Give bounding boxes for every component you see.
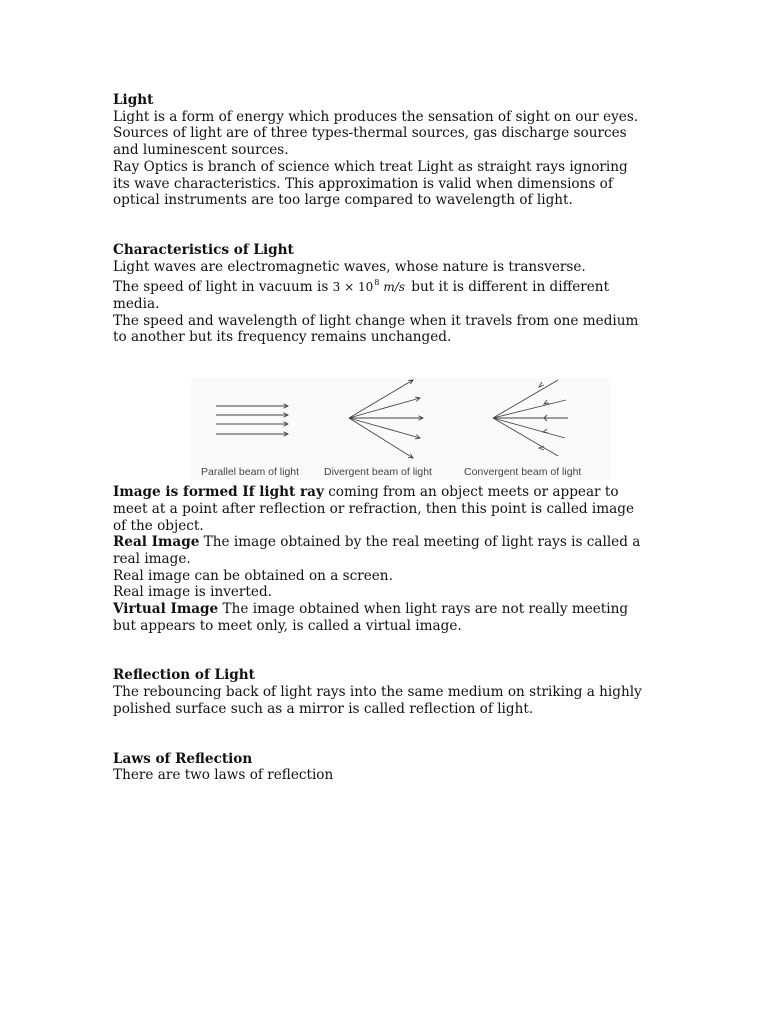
image-formed-heading: Image is formed If light ray <box>113 484 324 501</box>
speed-of-light-line <box>113 275 658 296</box>
paragraph-line: Sources of light are of three types-thermal sources, gas discharge sources <box>113 125 627 142</box>
paragraph-line: but appears to meet only, is called a virtual image. <box>113 617 462 634</box>
paragraph-line: meet at a point after reflection or refraction, then this point is called image <box>113 500 635 517</box>
divergent-beam <box>349 380 423 458</box>
convergent-arrowhead <box>543 429 548 433</box>
paragraph-line: its wave characteristics. This approximation is valid when dimensions of <box>113 175 613 192</box>
paragraph-line: and luminescent sources. <box>113 142 289 159</box>
paragraph-line: Ray Optics is branch of science which treat Light as straight rays ignoring <box>113 158 628 175</box>
parallel-beam-label: Parallel beam of light <box>201 466 300 479</box>
real-image-text: The image obtained by the real meeting of light rays is called a <box>199 534 641 551</box>
paragraph-line: The speed and wavelength of light change when it travels from one medium <box>113 312 639 329</box>
convergent-arrowhead <box>544 415 549 421</box>
speed-formula <box>333 280 407 294</box>
spacer <box>113 346 658 378</box>
speed-exponent: 8 <box>374 278 380 288</box>
image-formed-line <box>113 484 658 501</box>
parallel-beam <box>216 406 288 434</box>
convergent-arrowhead <box>539 382 544 387</box>
convergent-arrowhead <box>544 400 549 404</box>
light-beams-figure <box>191 378 611 480</box>
divergent-ray <box>349 380 413 418</box>
heading-characteristics: Characteristics of Light <box>113 241 294 258</box>
convergent-arrowhead <box>539 446 544 450</box>
virtual-image-heading: Virtual Image <box>113 601 219 618</box>
paragraph-line: to another but its frequency remains unchanged. <box>113 329 452 346</box>
convergent-ray <box>493 380 558 418</box>
divergent-ray <box>349 418 420 438</box>
convergent-ray <box>493 418 565 438</box>
paragraph-line: Real image is inverted. <box>113 584 272 601</box>
paragraph-line: media. <box>113 296 160 313</box>
heading-reflection: Reflection of Light <box>113 667 255 684</box>
paragraph-line: Light waves are electromagnetic waves, whose nature is transverse. <box>113 258 586 275</box>
paragraph-line: The rebouncing back of light rays into the same medium on striking a highly <box>113 684 642 701</box>
paragraph-line: real image. <box>113 550 191 567</box>
paragraph-line: There are two laws of reflection <box>113 767 334 784</box>
convergent-ray <box>493 418 558 456</box>
image-formed-text: coming from an object meets or appear to <box>323 484 619 501</box>
paragraph-line: Light is a form of energy which produces the sensation of sight on our eyes. <box>113 108 639 125</box>
paragraph-line: optical instruments are too large compared to wavelength of light. <box>113 192 573 209</box>
spacer <box>113 718 658 751</box>
heading-light: Light <box>113 92 154 108</box>
paragraph-line: of the object. <box>113 517 204 534</box>
real-image-line <box>113 534 658 551</box>
convergent-beam <box>493 380 568 456</box>
heading-laws-of-reflection: Laws of Reflection <box>113 750 253 767</box>
convergent-ray <box>493 400 566 418</box>
real-image-heading: Real Image <box>113 534 200 551</box>
speed-suffix: but it is different in different <box>406 279 610 296</box>
speed-unit: m/s <box>383 280 405 295</box>
spacer <box>113 209 658 242</box>
convergent-beam-label: Convergent beam of light <box>464 466 582 479</box>
speed-base: 3 × 10 <box>332 280 374 295</box>
virtual-image-text: The image obtained when light rays are not really meeting <box>218 601 629 618</box>
divergent-ray <box>349 418 413 458</box>
virtual-image-line <box>113 601 658 618</box>
divergent-beam-label: Divergent beam of light <box>324 466 432 479</box>
divergent-ray <box>349 398 420 418</box>
paragraph-line: polished surface such as a mirror is called reflection of light. <box>113 700 534 717</box>
paragraph-line: Real image can be obtained on a screen. <box>113 567 393 584</box>
spacer <box>113 634 658 667</box>
document-body <box>113 92 658 784</box>
speed-prefix: The speed of light in vacuum is <box>113 279 333 296</box>
